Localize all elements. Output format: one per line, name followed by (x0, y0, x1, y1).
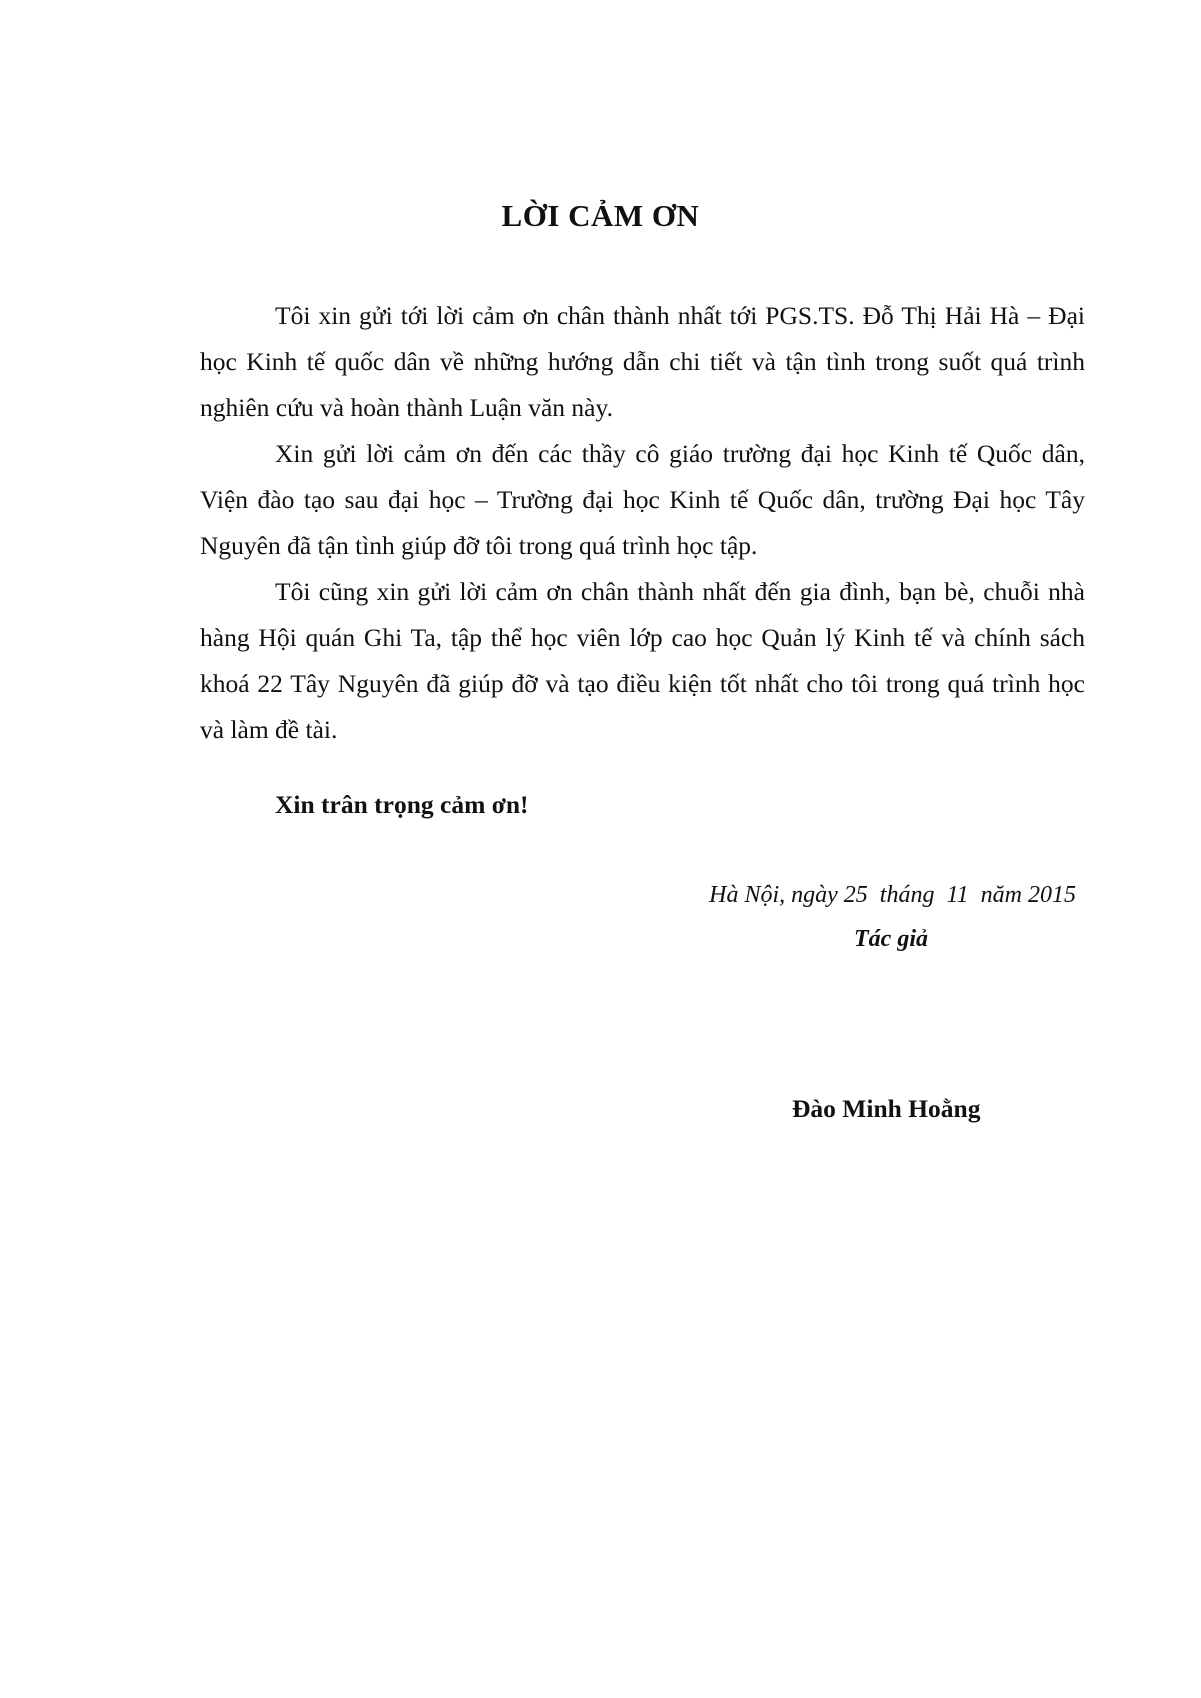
paragraph-1: Tôi xin gửi tới lời cảm ơn chân thành nhất tới PGS.TS. Đỗ Thị Hải Hà – Đại học Kinh tế quốc dân về những hướng dẫn chi tiết và tận tình trong suốt quá trình nghiên cứu và hoàn thành Luận văn này. (200, 301, 1085, 422)
author-name: Đào Minh Hoằng (792, 1094, 981, 1123)
acknowledgement-body (200, 293, 1085, 753)
author-role: Tác giả (854, 926, 928, 952)
paragraph-2: Xin gửi lời cảm ơn đến các thầy cô giáo trường đại học Kinh tế Quốc dân, Viện đào tạo sau đại học – Trường đại học Kinh tế Quốc dân, trường Đại học Tây Nguyên đã tận tình giúp đỡ tôi trong quá trình học tập. (200, 439, 1085, 560)
closing-line: Xin trân trọng cảm ơn! (275, 790, 529, 819)
place-date-line: Hà Nội, ngày 25 tháng 11 năm 2015 (709, 882, 1076, 908)
paragraph-3: Tôi cũng xin gửi lời cảm ơn chân thành nhất đến gia đình, bạn bè, chuỗi nhà hàng Hội quán Ghi Ta, tập thể học viên lớp cao học Quản lý Kinh tế và chính sách khoá 22 Tây Nguyên đã giúp đỡ và tạo điều kiện tốt nhất cho tôi trong quá trình học và làm đề tài. (200, 577, 1085, 744)
page-title: LỜI CẢM ƠN (501, 198, 700, 233)
